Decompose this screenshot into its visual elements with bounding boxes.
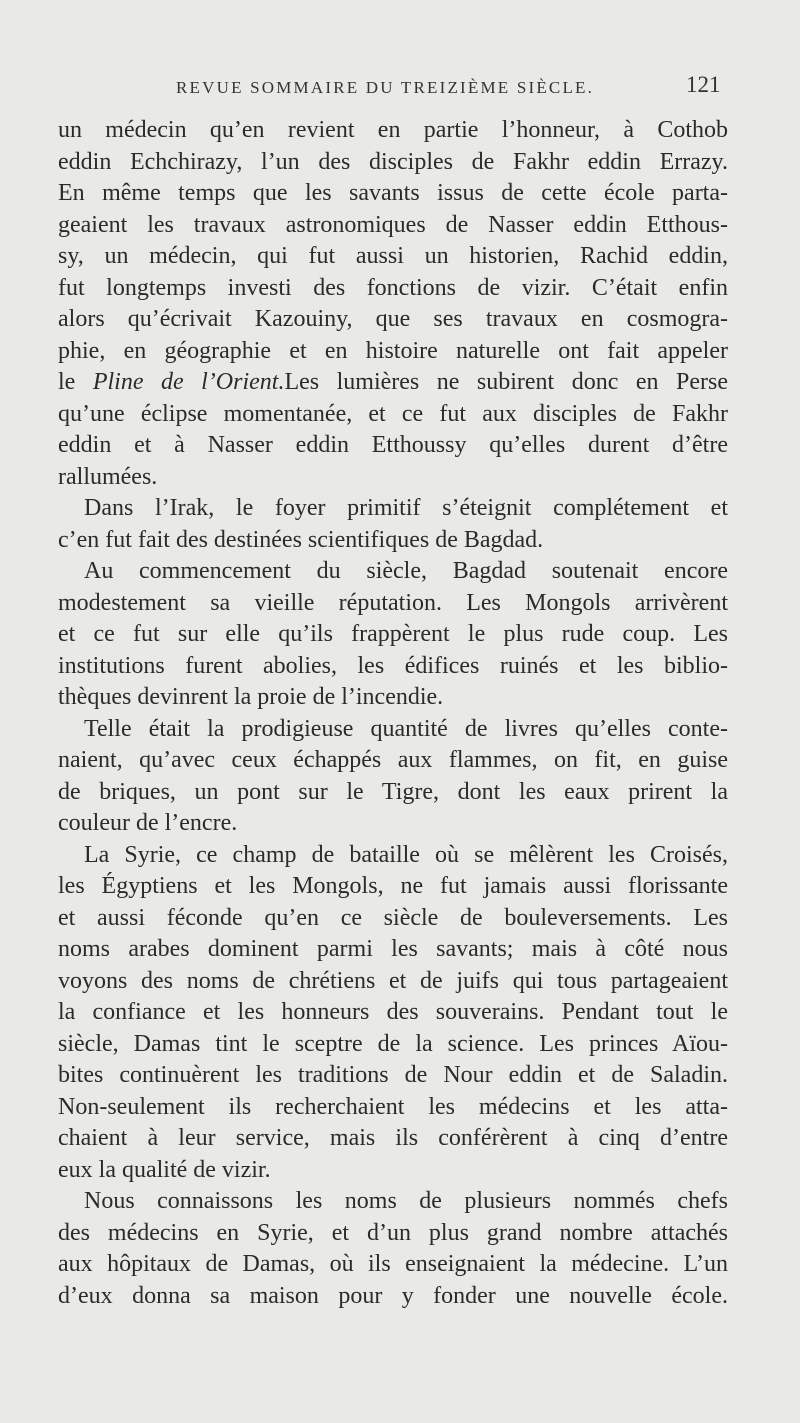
text-line: d’eux donna sa maison pour y fonder une nouvelle école. xyxy=(58,1282,728,1309)
text-line: thèques devinrent la proie de l’incendie. xyxy=(58,684,444,710)
text-line: eux la qualité de vizir. xyxy=(58,1156,271,1183)
text-line: rallumées. xyxy=(58,463,158,490)
text-line: et ce fut sur elle qu’ils frappèrent le plus rude coup. Les xyxy=(58,621,728,647)
running-head xyxy=(0,0,800,110)
text-line: En même temps que les savants issus de cette école parta- xyxy=(58,180,728,206)
text-line: noms arabes dominent parmi les savants; mais à côté nous xyxy=(58,936,728,962)
text-line: aux hôpitaux de Damas, où ils enseignaient la médecine. L’un xyxy=(58,1251,728,1277)
text-line: des médecins en Syrie, et d’un plus grand nombre attachés xyxy=(58,1219,728,1246)
text-line: institutions furent abolies, les édifices ruinés et les biblio- xyxy=(58,652,728,679)
text-line: qu’une éclipse momentanée, et ce fut aux disciples de Fakhr xyxy=(58,400,728,427)
text-line: et aussi féconde qu’en ce siècle de bouleversements. Les xyxy=(58,904,728,931)
text-line: c’en fut fait des destinées scientifiques de Bagdad. xyxy=(58,526,544,553)
text-line xyxy=(58,367,728,399)
text-line: phie, en géographie et en histoire naturelle ont fait appeler xyxy=(58,337,728,364)
text-line-pre: le xyxy=(58,369,93,395)
text-line: couleur de l’encre. xyxy=(58,810,238,836)
text-line: modestement sa vieille réputation. Les Mongols arrivèrent xyxy=(58,589,728,616)
text-line: la confiance et les honneurs des souverains. Pendant tout le xyxy=(58,999,728,1025)
text-line: eddin Echchirazy, l’un des disciples de Fakhr eddin Errazy. xyxy=(58,148,728,175)
text-line: un médecin qu’en revient en partie l’honneur, à Cothob xyxy=(58,117,728,143)
text-line: les Égyptiens et les Mongols, ne fut jamais aussi florissante xyxy=(58,873,728,899)
page-number: 121 xyxy=(686,72,721,97)
text-line: La Syrie, ce champ de bataille où se mêlèrent les Croisés, xyxy=(84,841,728,868)
text-line: chaient à leur service, mais ils conférèrent à cinq d’entre xyxy=(58,1125,728,1151)
text-line: geaient les travaux astronomiques de Nasser eddin Etthous- xyxy=(58,211,728,238)
body-text xyxy=(58,115,728,1312)
text-line: bites continuèrent les traditions de Nour eddin et de Saladin. xyxy=(58,1062,728,1088)
text-line: Telle était la prodigieuse quantité de livres qu’elles conte- xyxy=(84,715,728,742)
text-line: sy, un médecin, qui fut aussi un historien, Rachid eddin, xyxy=(58,243,728,269)
text-line: de briques, un pont sur le Tigre, dont les eaux prirent la xyxy=(58,778,728,805)
text-line: voyons des noms de chrétiens et de juifs qui tous partageaient xyxy=(58,967,728,994)
text-line: alors qu’écrivait Kazouiny, que ses travaux en cosmogra- xyxy=(58,306,728,332)
text-line: naient, qu’avec ceux échappés aux flammes, on fit, en guise xyxy=(58,747,728,773)
italic-title: Pline de l’Orient. xyxy=(92,369,285,395)
running-title: REVUE SOMMAIRE DU TREIZIÈME SIÈCLE. xyxy=(176,78,595,97)
text-line: Dans l’Irak, le foyer primitif s’éteignit complétement et xyxy=(84,495,728,521)
text-line: siècle, Damas tint le sceptre de la science. Les princes Aïou- xyxy=(58,1030,728,1057)
text-line: eddin et à Nasser eddin Etthoussy qu’elles durent d’être xyxy=(58,432,728,458)
text-line: Nous connaissons les noms de plusieurs nommés chefs xyxy=(84,1188,728,1214)
text-line: fut longtemps investi des fonctions de vizir. C’était enfin xyxy=(58,274,728,301)
text-line: Non-seulement ils recherchaient les médecins et les atta- xyxy=(58,1093,728,1120)
text-line: Au commencement du siècle, Bagdad soutenait encore xyxy=(84,558,728,584)
text-line-post: Les lumières ne subirent donc en Perse xyxy=(284,369,728,395)
